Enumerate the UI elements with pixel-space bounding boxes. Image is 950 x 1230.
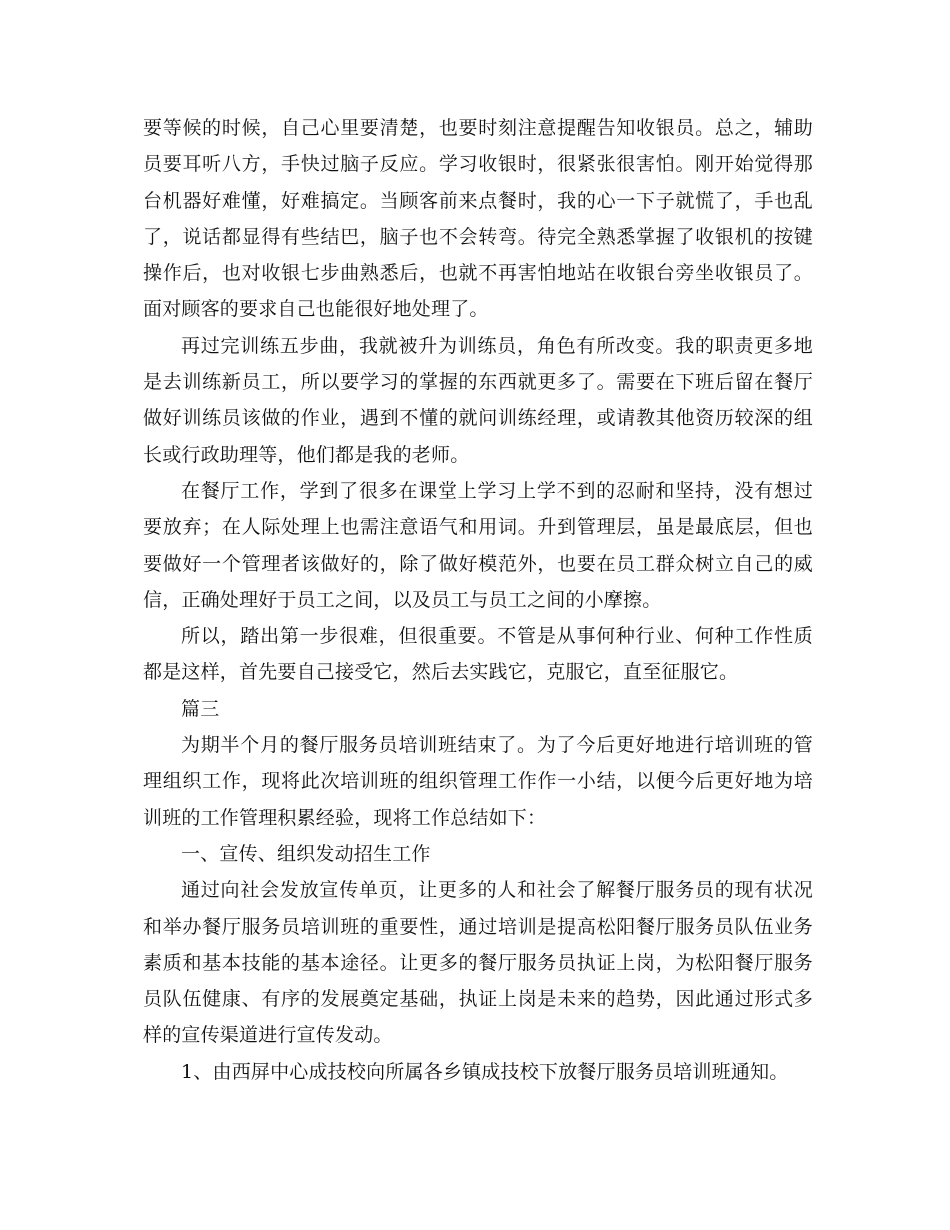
paragraph-trainer-role: 再过完训练五步曲，我就被升为训练员，角色有所改变。我的职责更多地是去训练新员工，所以要学习的掌握的东西就更多了。需要在下班后留在餐厅做好训练员该做的作业，遇到不懂的就问训练经理，或请教其他资历较深的组长或行政助理等，他们都是我的老师。 [143, 334, 813, 466]
paragraph-restaurant-work: 在餐厅工作，学到了很多在课堂上学习上学不到的忍耐和坚持，没有想过要放弃；在人际处理上也需注意语气和用词。升到管理层，虽是最底层，但也要做好一个管理者该做好的，除了做好模范外，也要在员工群众树立自己的威信，正确处理好于员工之间，以及员工与员工之间的小摩擦。 [143, 479, 813, 611]
document-body [143, 110, 813, 1090]
list-item-notice: 1、由西屏中心成技校向所属各乡镇成技校下放餐厅服务员培训班通知。 [181, 1060, 789, 1083]
paragraph-cashier-learning: 要等候的时候，自己心里要清楚，也要时刻注意提醒告知收银员。总之，辅助员要耳听八方，手快过脑子反应。学习收银时，很紧张很害怕。刚开始觉得那台机器好难懂，好难搞定。当顾客前来点餐时，我的心一下子就慌了，手也乱了，说话都显得有些结巴，脑子也不会转弯。待完全熟悉掌握了收银机的按键操作后，也对收银七步曲熟悉后，也就不再害怕地站在收银台旁坐收银员了。面对顾客的要求自己也能很好地处理了。 [143, 117, 813, 321]
paragraph-publicity-details: 通过向社会发放宣传单页，让更多的人和社会了解餐厅服务员的现有状况和举办餐厅服务员培训班的重要性，通过培训是提高松阳餐厅服务员队伍业务素质和基本技能的基本途径。让更多的餐厅服务员执证上岗，为松阳餐厅服务员队伍健康、有序的发展奠定基础，执证上岗是未来的趋势，因此通过形式多样的宣传渠道进行宣传发动。 [143, 879, 813, 1047]
section-heading-part-three: 篇三 [181, 697, 220, 720]
section-heading-publicity: 一、宣传、组织发动招生工作 [181, 842, 431, 865]
paragraph-first-step: 所以，踏出第一步很难，但很重要。不管是从事何种行业、何种工作性质都是这样，首先要自己接受它，然后去实践它，克服它，直至征服它。 [143, 625, 813, 684]
paragraph-training-summary-intro: 为期半个月的餐厅服务员培训班结束了。为了今后更好地进行培训班的管理组织工作，现将此次培训班的组织管理工作作一小结，以便今后更好地为培训班的工作管理积累经验，现将工作总结如下： [143, 734, 813, 829]
